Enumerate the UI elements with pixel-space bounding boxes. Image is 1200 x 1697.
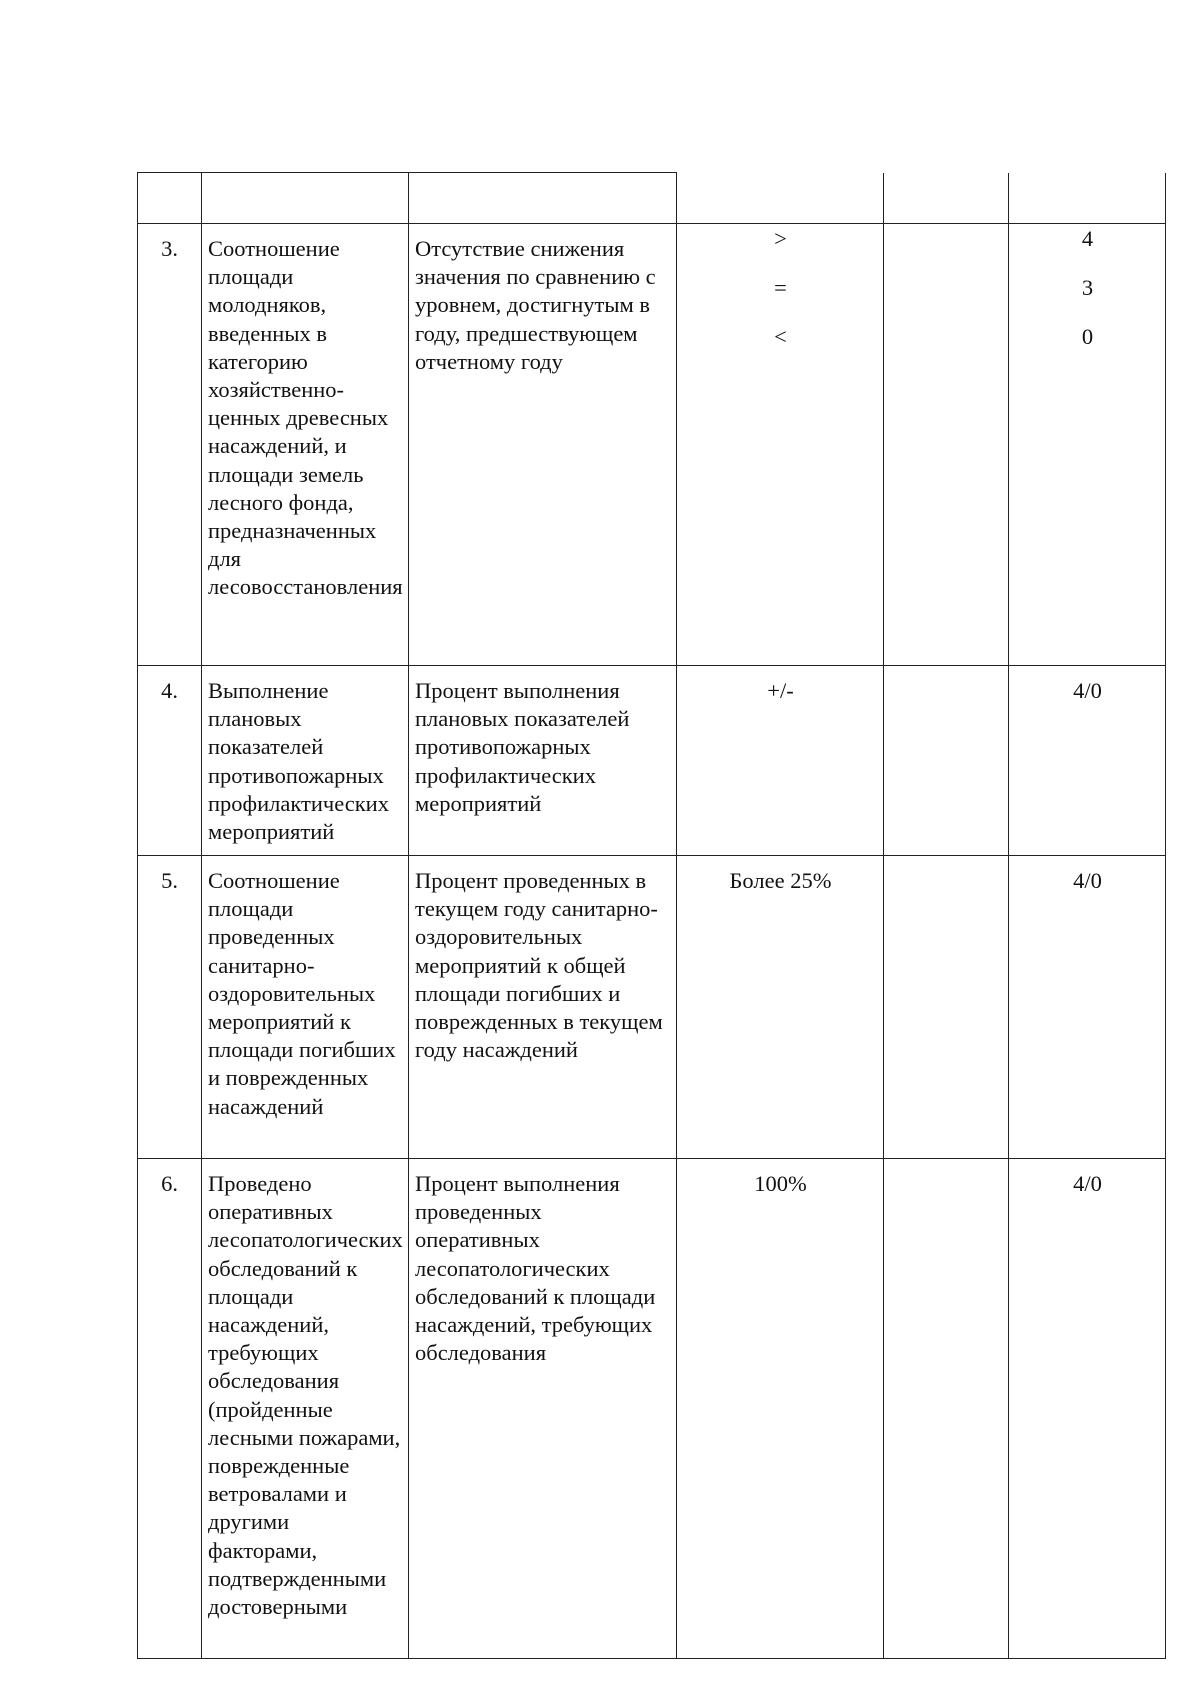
row-number: 6. [161, 1171, 178, 1196]
note-cell [884, 224, 1009, 666]
note-text [884, 666, 1008, 683]
score-value: 4/0 [1073, 678, 1102, 703]
indicator-cell [409, 1159, 677, 1659]
row-number: 4. [161, 678, 178, 703]
row-number: 5. [161, 868, 178, 893]
indicator-text: Процент выполнения плановых показателей противопожарных профилактических мероприятий [415, 678, 630, 816]
note-text [884, 1159, 1008, 1176]
criterion-name: Проведено оперативных лесопатологических обследований к площади насаждений, требующих обследования (пройденные лесными пожарами, поврежденные ветровалами и другими факторами, подтвержденными достоверными [208, 1171, 403, 1620]
score-value: 3 [1081, 275, 1094, 300]
score-cell [1009, 224, 1166, 666]
indicator-text: Отсутствие снижения значения по сравнению с уровнем, достигнутым в году, предшествующем отчетному году [415, 236, 656, 374]
table-row [138, 666, 1166, 856]
criteria-table [137, 172, 1166, 1659]
criterion-name: Выполнение плановых показателей противопожарных профилактических мероприятий [208, 678, 389, 845]
criterion-name: Соотношение площади проведенных санитарно-оздоровительных мероприятий к площади погибших и поврежденных насаждений [208, 868, 396, 1119]
score-stack [1009, 214, 1165, 367]
cell-empty [409, 173, 677, 224]
cell-empty [202, 173, 409, 224]
table-row [138, 856, 1166, 1159]
cell-empty [884, 173, 1009, 224]
criterion-name-cell [202, 1159, 409, 1659]
condition-cell [677, 856, 884, 1159]
row-number: 3. [161, 236, 178, 261]
condition-value: > [774, 226, 787, 251]
row-number-cell [138, 666, 202, 856]
condition-cell [677, 666, 884, 856]
indicator-cell [409, 856, 677, 1159]
criterion-name: Соотношение площади молодняков, введенных в категорию хозяйственно-ценных древесных насаждений, и площади земель лесного фонда, предназначенных для лесовосстановления [208, 236, 403, 600]
note-cell [884, 856, 1009, 1159]
table-row [138, 224, 1166, 666]
condition-value: < [774, 324, 787, 349]
indicator-cell [409, 666, 677, 856]
note-cell [884, 1159, 1009, 1659]
condition-value: +/- [767, 678, 794, 703]
condition-value: Более 25% [729, 868, 832, 893]
note-text [884, 224, 1008, 241]
row-number-cell [138, 224, 202, 666]
condition-value: = [774, 275, 787, 300]
score-value: 0 [1081, 324, 1094, 349]
score-cell [1009, 1159, 1166, 1659]
table-row [138, 1159, 1166, 1659]
condition-cell [677, 224, 884, 666]
indicator-text: Процент проведенных в текущем году санитарно-оздоровительных мероприятий к общей площади погибших и поврежденных в текущем году насаждений [415, 868, 663, 1063]
condition-cell [677, 1159, 884, 1659]
score-value: 4 [1081, 226, 1094, 251]
row-number-cell [138, 856, 202, 1159]
criterion-name-cell [202, 666, 409, 856]
score-value: 4/0 [1073, 1171, 1102, 1196]
score-value: 4/0 [1073, 868, 1102, 893]
note-text [884, 856, 1008, 873]
score-cell [1009, 666, 1166, 856]
indicator-cell [409, 224, 677, 666]
row-number-cell [138, 1159, 202, 1659]
condition-value: 100% [754, 1171, 807, 1196]
condition-stack [677, 214, 883, 367]
score-cell [1009, 856, 1166, 1159]
cell-empty [138, 173, 202, 224]
criterion-name-cell [202, 224, 409, 666]
note-cell [884, 666, 1009, 856]
indicator-text: Процент выполнения проведенных оперативных лесопатологических обследований к площади насаждений, требующих обследования [415, 1171, 656, 1366]
criterion-name-cell [202, 856, 409, 1159]
